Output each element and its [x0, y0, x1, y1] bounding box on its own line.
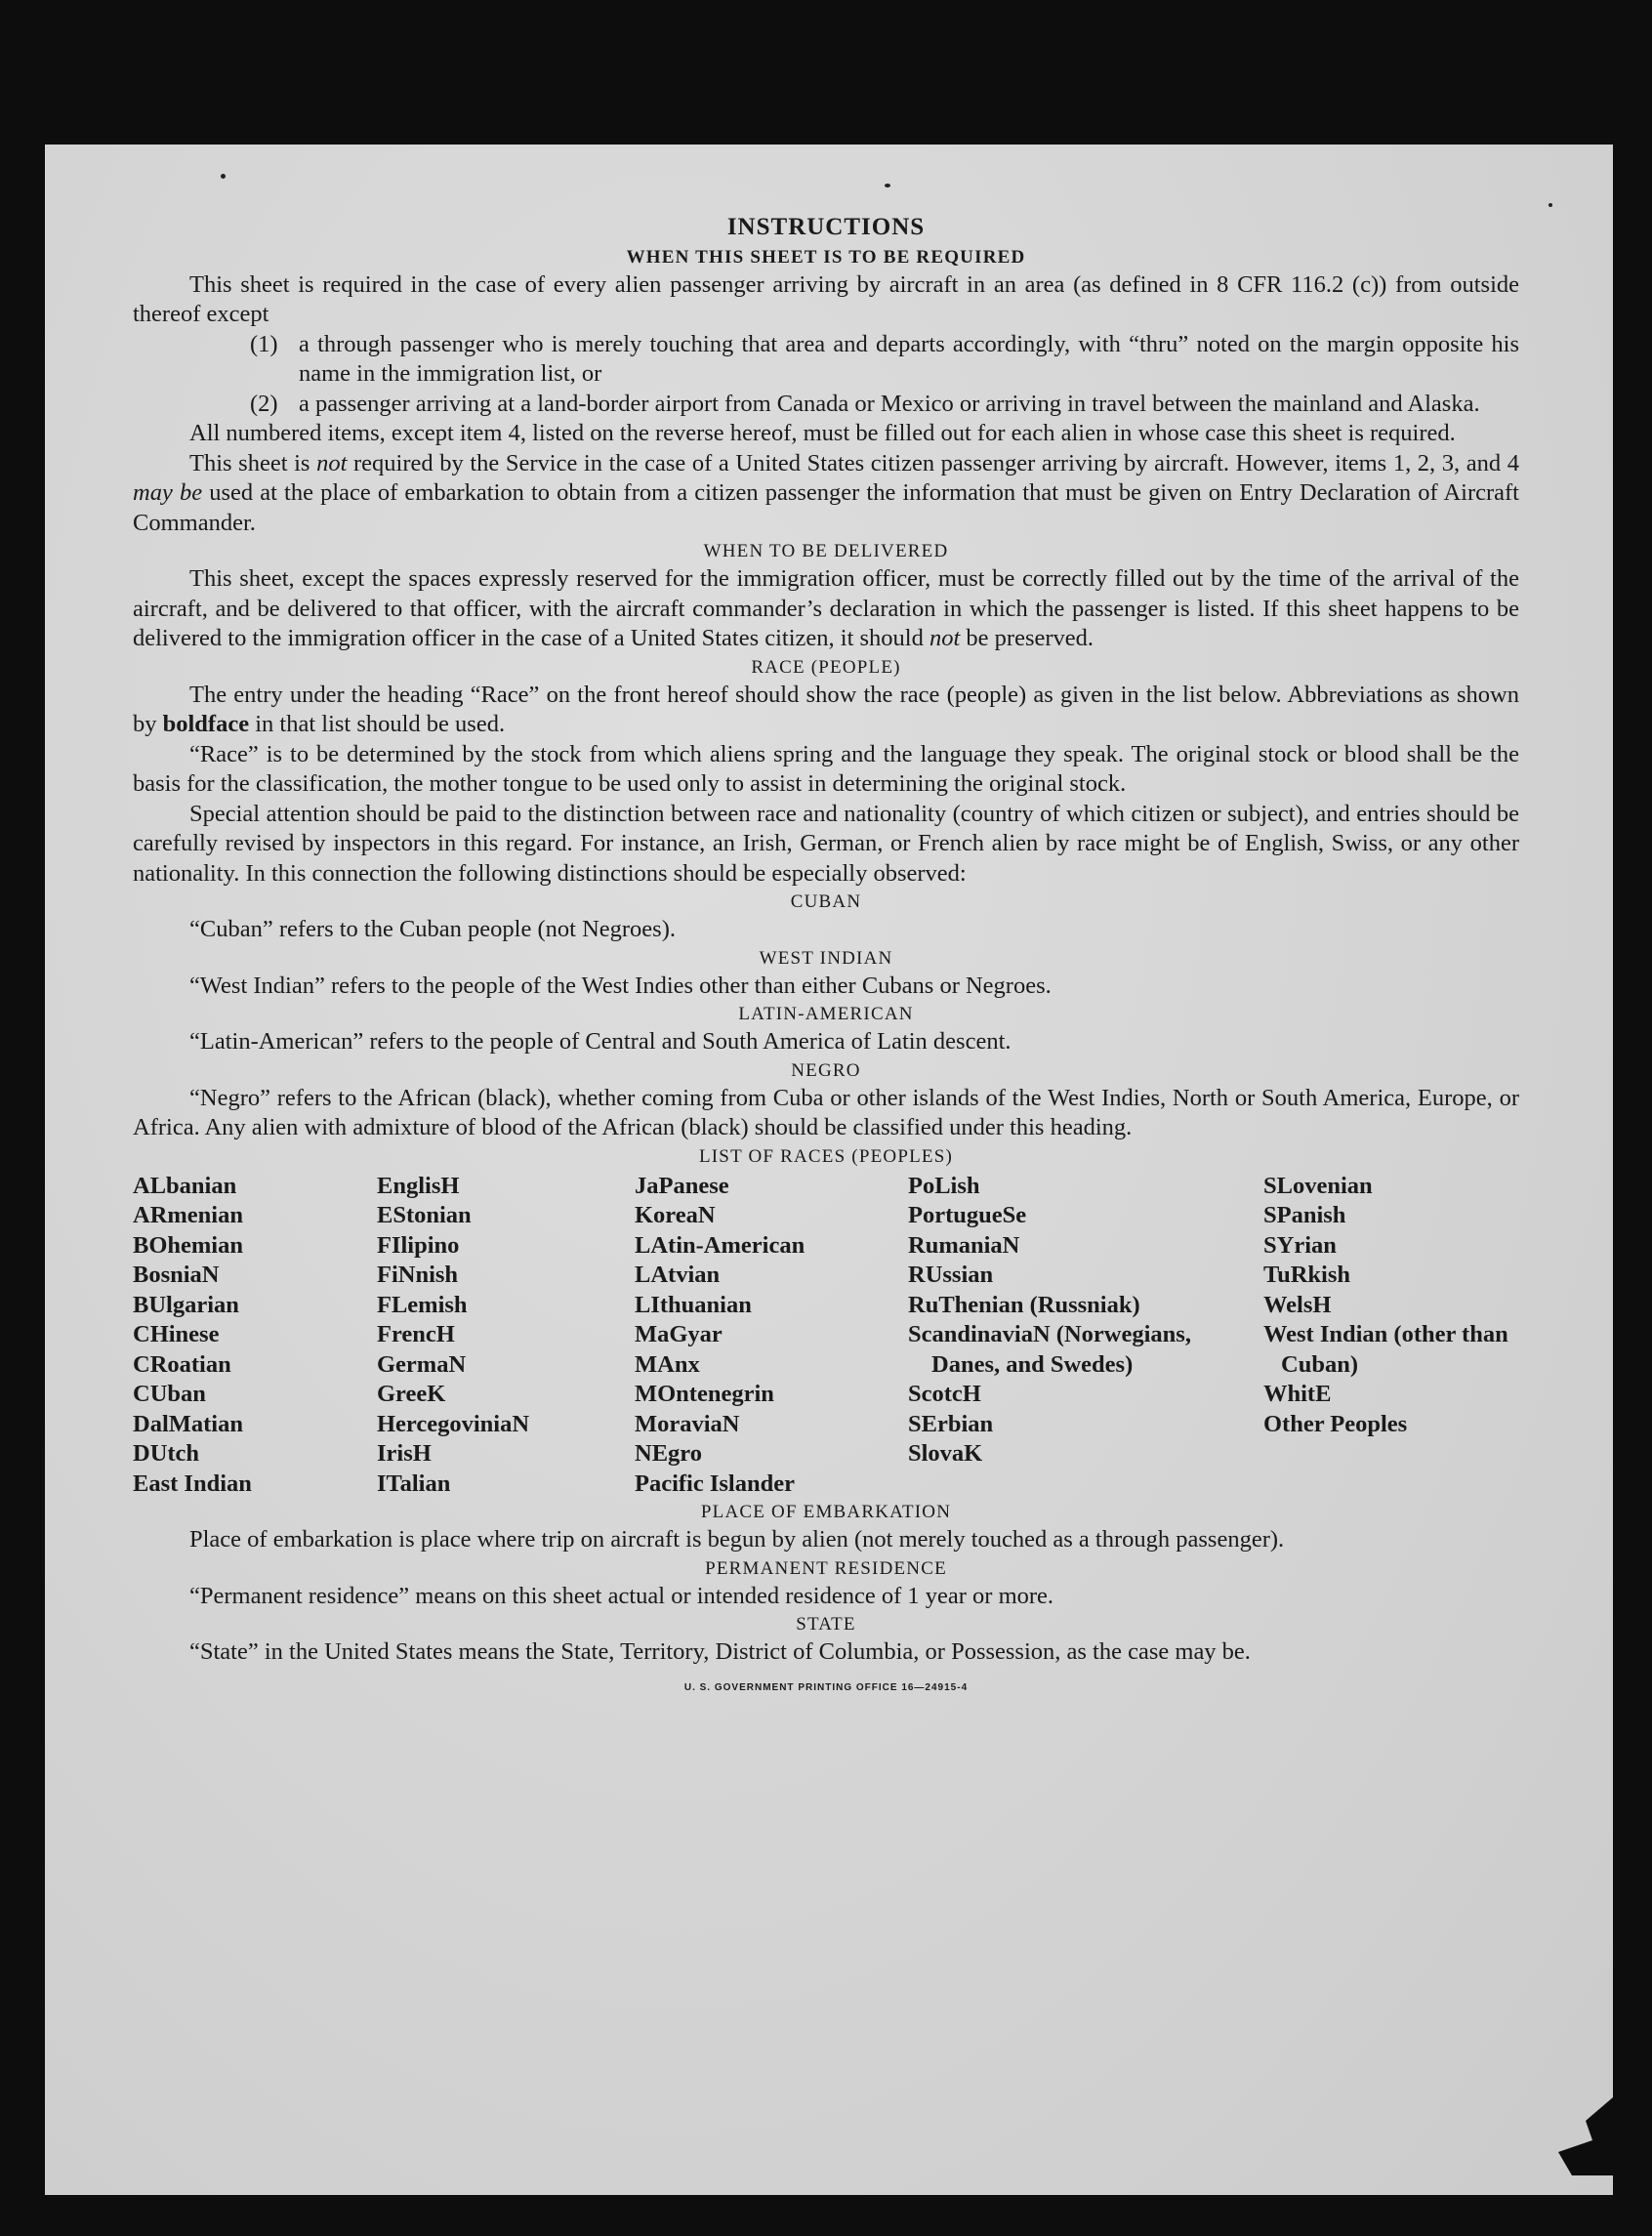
- paragraph-permanent-residence: “Permanent residence” means on this sheet actual or intended residence of 1 year or more.: [189, 1582, 1054, 1609]
- race-entry: BOhemian: [133, 1231, 243, 1259]
- heading-latin-american: LATIN-AMERICAN: [738, 1004, 914, 1024]
- race-entry: SLovenian: [1263, 1172, 1373, 1199]
- race-entry: EnglisH: [377, 1172, 460, 1199]
- race-entry: LAtvian: [635, 1262, 721, 1288]
- race-entry: TuRkish: [1263, 1262, 1351, 1288]
- paragraph-state: “State” in the United States means the State, Territory, District of Columbia, or Possession, as the case may be.: [189, 1638, 1251, 1665]
- heading-cuban: CUBAN: [790, 891, 862, 912]
- race-entry: WelsH: [1263, 1291, 1332, 1318]
- heading-negro: NEGRO: [791, 1059, 861, 1081]
- race-entry: LIthuanian: [635, 1291, 752, 1318]
- race-entry: ScotcH: [908, 1381, 981, 1407]
- race-entry: BosniaN: [133, 1262, 220, 1288]
- heading-list-of-races: LIST OF RACES (PEOPLES): [698, 1145, 954, 1167]
- race-entry: West Indian (other than Cuban): [1263, 1321, 1508, 1378]
- race-entry: SlovaK: [908, 1440, 983, 1467]
- race-entry: CUban: [133, 1381, 206, 1407]
- race-list: [133, 1172, 1519, 1500]
- race-entry: MaGyar: [635, 1321, 723, 1347]
- race-entry: RumaniaN: [908, 1231, 1020, 1259]
- race-entry: FLemish: [377, 1291, 468, 1318]
- race-entry: East Indian: [133, 1470, 252, 1497]
- race-entry: JaPanese: [635, 1172, 729, 1199]
- heading-permanent-residence: PERMANENT RESIDENCE: [705, 1557, 947, 1579]
- race-entry: MAnx: [635, 1350, 700, 1378]
- paragraph-numbered-items: All numbered items, except item 4, listed on the reverse hereof, must be filled out for each alien in whose case this sheet is required.: [189, 420, 1456, 446]
- race-entry: WhitE: [1263, 1381, 1332, 1407]
- paragraph-embarkation: Place of embarkation is place where trip on aircraft is begun by alien (not merely touched as a through passenger).: [189, 1526, 1285, 1553]
- printing-office-footer: U. S. GOVERNMENT PRINTING OFFICE 16—24915-4: [683, 1681, 969, 1693]
- race-entry: IrisH: [377, 1440, 432, 1467]
- exception-item: (1) a through passenger who is merely touching that area and departs accordingly, with “thru” noted on the margin opposite his name in the immigration list, or: [250, 330, 1519, 387]
- race-entry: SErbian: [908, 1410, 994, 1437]
- race-column: [908, 1172, 1263, 1500]
- paragraph-race-nationality: Special attention should be paid to the distinction between race and nationality (country of which citizen or subject), and entries should be carefully revised by inspectors in this regard. For instance, an Irish, German, or French alien by race might be of English, Swiss, or any other nationality. In this connection the following distinctions should be especially observed:: [133, 800, 1519, 887]
- race-entry: MoraviaN: [635, 1410, 740, 1437]
- heading-west-indian: WEST INDIAN: [759, 947, 893, 969]
- race-entry: DalMatian: [133, 1410, 243, 1437]
- race-entry: FrencH: [377, 1321, 455, 1347]
- race-entry: CHinese: [133, 1321, 220, 1347]
- race-entry: RuThenian (Russniak): [908, 1291, 1140, 1318]
- instructions-content: [133, 213, 1519, 1703]
- race-entry: DUtch: [133, 1440, 200, 1467]
- torn-corner: [1545, 2097, 1613, 2175]
- race-column: [377, 1172, 635, 1500]
- paragraph-latin-american: “Latin-American” refers to the people of Central and South America of Latin descent.: [189, 1028, 1012, 1055]
- paragraph-cuban: “Cuban” refers to the Cuban people (not Negroes).: [189, 916, 676, 942]
- race-column: [1263, 1172, 1517, 1500]
- race-entry: EStonian: [377, 1202, 472, 1228]
- race-entry: Other Peoples: [1263, 1410, 1408, 1437]
- race-entry: HercegoviniaN: [377, 1410, 530, 1437]
- race-entry: PoLish: [908, 1172, 980, 1199]
- paragraph-delivered: This sheet, except the spaces expressly reserved for the immigration officer, must be correctly filled out by the time of the arrival of the aircraft, and be delivered to that officer, with the aircraft commander’s declaration in which the passenger is listed. If this sheet happens to be delivered to the immigration officer in the case of a United States citizen, it should not be preserved.: [133, 565, 1519, 651]
- exception-item: (2) a passenger arriving at a land-border airport from Canada or Mexico or arriving in travel between the mainland and Alaska.: [250, 390, 1480, 417]
- document-sheet: [45, 145, 1613, 2195]
- race-entry: PortugueSe: [908, 1202, 1027, 1228]
- heading-race: RACE (PEOPLE): [751, 656, 901, 678]
- heading-when-required: WHEN THIS SHEET IS TO BE REQUIRED: [626, 246, 1026, 268]
- heading-when-delivered: WHEN TO BE DELIVERED: [703, 541, 949, 561]
- heading-embarkation: PLACE OF EMBARKATION: [700, 1502, 952, 1522]
- race-entry: SPanish: [1263, 1202, 1346, 1228]
- race-entry: KoreaN: [635, 1202, 716, 1228]
- race-entry: GreeK: [377, 1381, 446, 1407]
- race-entry: ARmenian: [133, 1202, 243, 1228]
- race-entry: LAtin-American: [635, 1231, 805, 1259]
- race-entry: GermaN: [377, 1350, 467, 1378]
- paragraph-race-stock: “Race” is to be determined by the stock from which aliens spring and the language they speak. The original stock or blood shall be the basis for the classification, the mother tongue to be used only to assist in determining the original stock.: [133, 740, 1519, 797]
- race-entry: RUssian: [908, 1262, 994, 1288]
- race-entry: ScandinaviaN (Norwegians, Danes, and Swedes): [908, 1321, 1191, 1378]
- heading-state: STATE: [796, 1614, 856, 1635]
- paragraph-negro: “Negro” refers to the African (black), whether coming from Cuba or other islands of the West Indies, North or South America, Europe, or Africa. Any alien with admixture of blood of the African (black) should be classified under this heading.: [133, 1084, 1519, 1140]
- race-column: [635, 1172, 908, 1500]
- race-entry: NEgro: [635, 1440, 702, 1467]
- page-title: INSTRUCTIONS: [726, 214, 926, 240]
- race-column: [133, 1172, 377, 1500]
- race-entry: MOntenegrin: [635, 1381, 774, 1407]
- race-entry: BUlgarian: [133, 1291, 239, 1318]
- race-entry: Pacific Islander: [635, 1470, 795, 1497]
- paragraph-west-indian: “West Indian” refers to the people of the West Indies other than either Cubans or Negroes.: [189, 972, 1052, 999]
- race-entry: ITalian: [377, 1470, 451, 1497]
- race-entry: ALbanian: [133, 1172, 237, 1199]
- paragraph-required: This sheet is required in the case of every alien passenger arriving by aircraft in an area (as defined in 8 CFR 116.2 (c)) from outside thereof except: [133, 270, 1519, 327]
- race-entry: FiNnish: [377, 1262, 459, 1288]
- paragraph-race-entry: The entry under the heading “Race” on the front hereof should show the race (people) as given in the list below. Abbreviations as shown by boldface in that list should be used.: [133, 681, 1519, 737]
- race-entry: FIlipino: [377, 1231, 460, 1259]
- race-entry: SYrian: [1263, 1231, 1337, 1259]
- paragraph-citizen: This sheet is not required by the Service in the case of a United States citizen passenger arriving by aircraft. However, items 1, 2, 3, and 4 may be used at the place of embarkation to obtain from a citizen passenger the information that must be given on Entry Declaration of Aircraft Commander.: [133, 449, 1519, 536]
- race-entry: CRoatian: [133, 1350, 231, 1378]
